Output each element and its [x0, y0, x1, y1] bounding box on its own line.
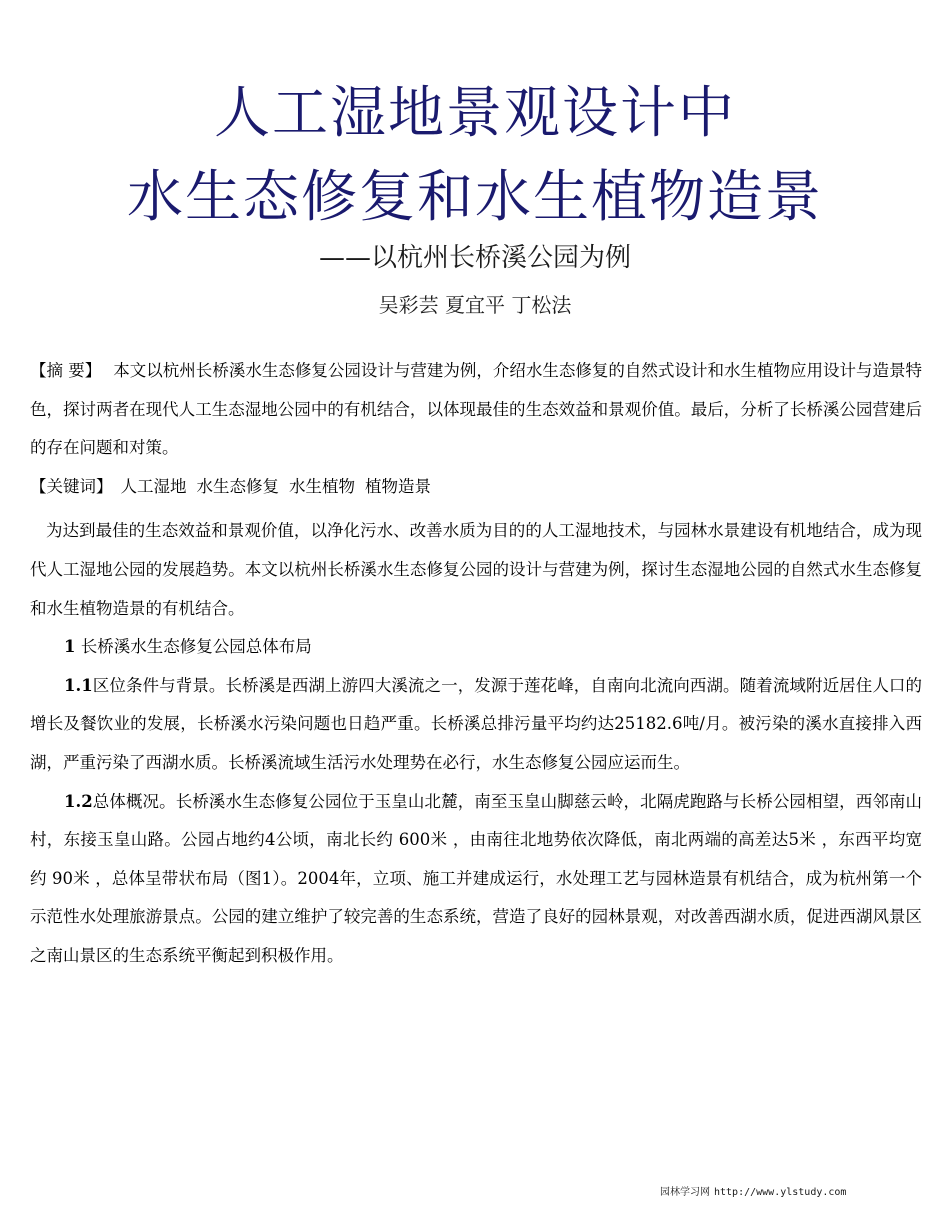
keyword-item: 水生态修复 [196, 476, 279, 496]
section-1-1-number: 1.1 [64, 675, 93, 695]
authors: 吴彩芸 夏宜平 丁松法 [378, 293, 572, 317]
footer-site-name: 园林学习网 [660, 1187, 710, 1198]
section-1-number: 1 [64, 637, 76, 657]
title-line-1: 人工湿地景观设计中 [214, 81, 736, 146]
section-1-1-text: 区位条件与背景。长桥溪是西湖上游四大溪流之一，发源于莲花峰，自南向北流向西湖。随着流域附近居住人口的增长及餐饮业的发展，长桥溪水污染问题也日趋严重。长桥溪总排污量平均约达25182.6吨/月。被污染的溪水直接排入西湖，严重污染了西湖水质。长桥溪流域生活污水处理势在必行，水生态修复公园应运而生。 [30, 675, 922, 772]
section-1-2-text: 总体概况。长桥溪水生态修复公园位于玉皇山北麓，南至玉皇山脚慈云岭，北隔虎跑路与长桥公园相望，西邻南山村，东接玉皇山路。公园占地约4公顷，南北长约 600米 ，由南往北地势依次降低，南北两端的高差达5米 ，东西平均宽约 90米 ，总体呈带状布局（图1）。2004年，立项、施工并建成运行，水处理工艺与园林造景有机结合，成为杭州第一个示范性水处理旅游景点。公园的建立维护了较完善的生态系统，营造了良好的园林景观，对改善西湖水质，促进西湖风景区之南山景区的生态系统平衡起到积极作用。 [30, 791, 922, 965]
abstract [30, 352, 922, 468]
section-1-2-paragraph [30, 783, 922, 976]
keywords [30, 468, 922, 507]
keyword-item: 植物造景 [365, 476, 431, 496]
intro-paragraph: 为达到最佳的生态效益和景观价值，以净化污水、改善水质为目的的人工湿地技术，与园林水景建设有机地结合，成为现代人工湿地公园的发展趋势。本文以杭州长桥溪水生态修复公园的设计与营建为例，探讨生态湿地公园的自然式水生态修复和水生植物造景的有机结合。 [30, 521, 922, 618]
section-1-1-paragraph [30, 667, 922, 783]
section-1-heading [30, 628, 922, 667]
keywords-label: 【关键词】 [30, 476, 113, 496]
section-1-2-number: 1.2 [64, 791, 93, 811]
footer [660, 1186, 846, 1200]
keyword-item: 水生植物 [289, 476, 355, 496]
abstract-text: 本文以杭州长桥溪水生态修复公园设计与营建为例，介绍水生态修复的自然式设计和水生植物应用设计与造景特色，探讨两者在现代人工生态湿地公园中的有机结合，以体现最佳的生态效益和景观价值。最后，分析了长桥溪公园营建后的存在问题和对策。 [30, 361, 923, 458]
title-line-2: 水生态修复和水生植物造景 [127, 165, 823, 230]
section-1-title: 长桥溪水生态修复公园总体布局 [80, 637, 312, 657]
title-block [0, 72, 950, 240]
subtitle: ——以杭州长桥溪公园为例 [318, 243, 631, 273]
article-body [30, 352, 922, 976]
footer-url[interactable]: http://www.ylstudy.com [714, 1187, 847, 1198]
keyword-item: 人工湿地 [120, 476, 187, 496]
abstract-label: 【摘 要】 [30, 361, 102, 380]
